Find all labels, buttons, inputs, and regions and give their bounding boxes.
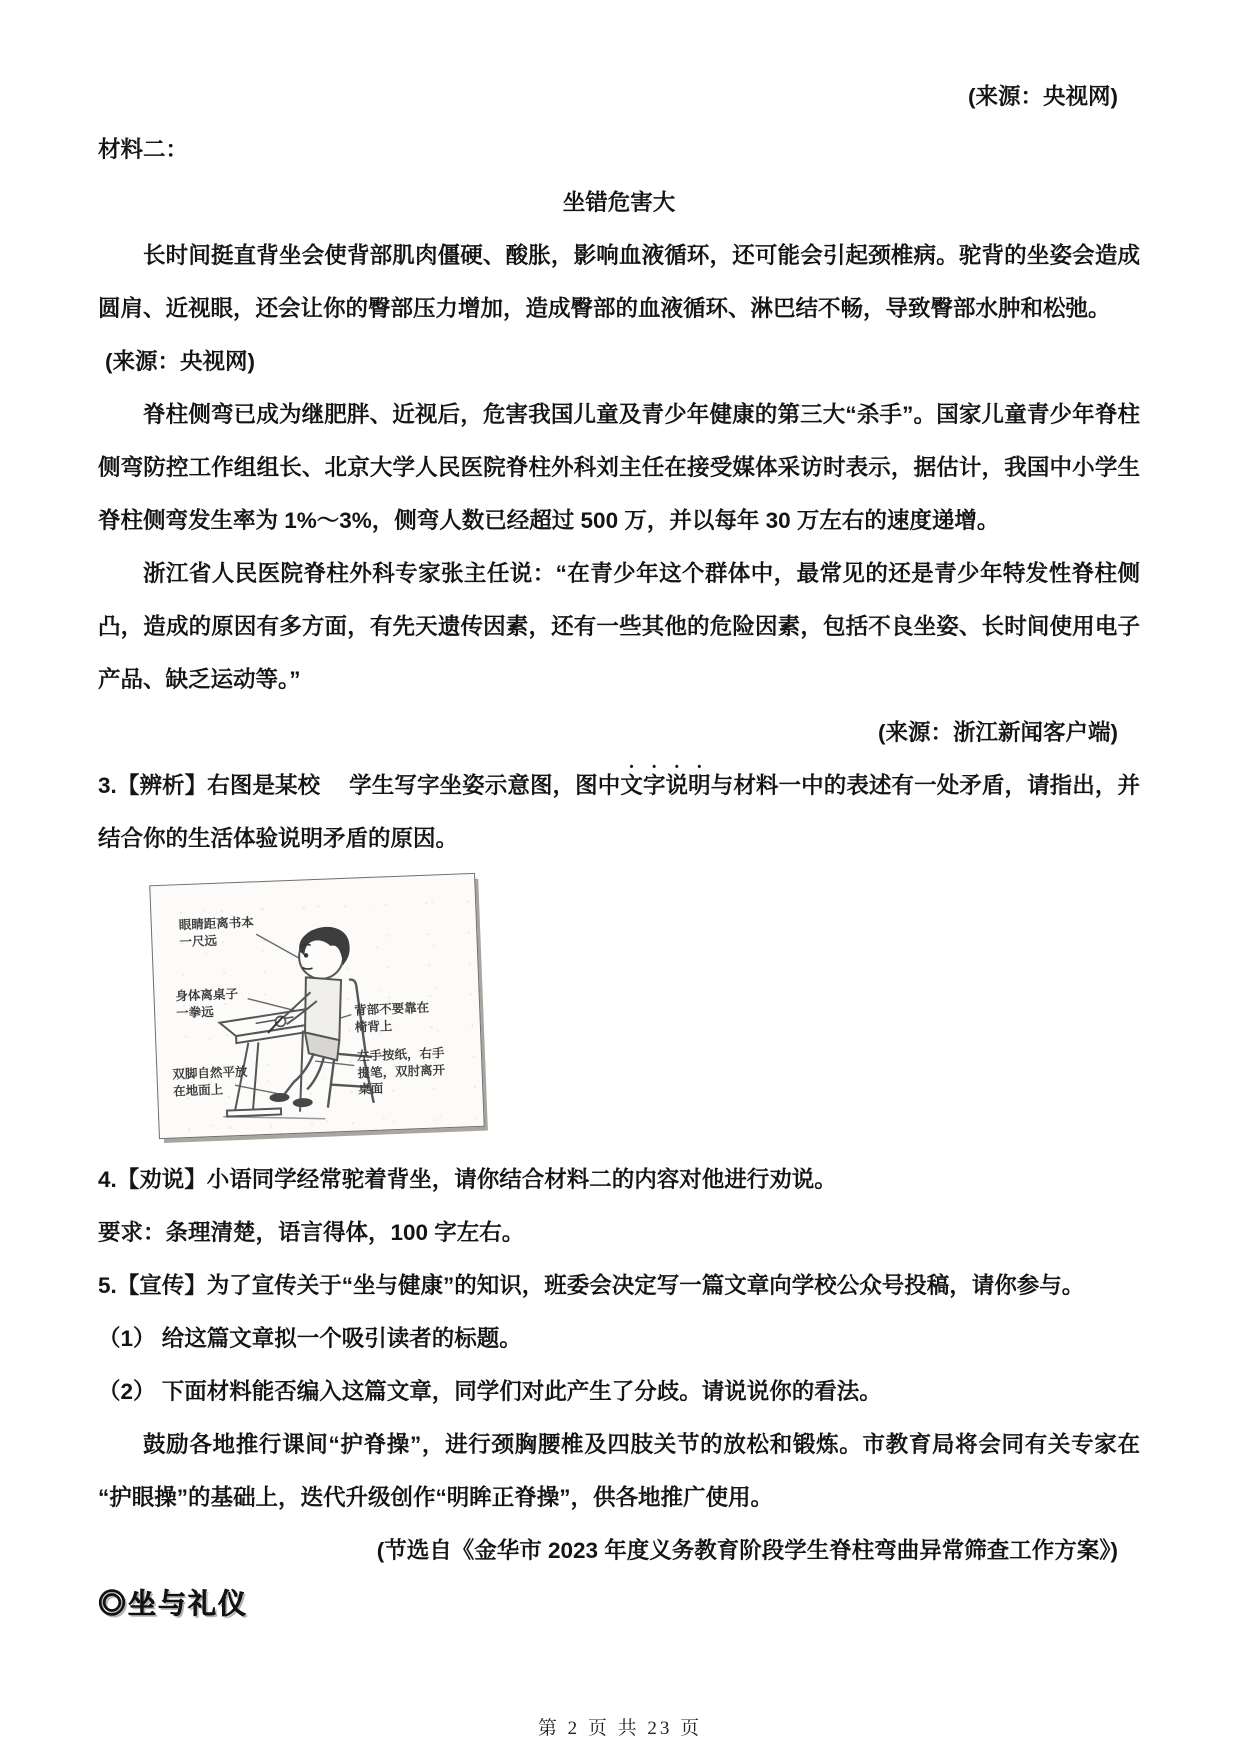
question-5-item-2: （2） 下面材料能否编入这篇文章，同学们对此产生了分歧。请说说你的看法。	[98, 1379, 882, 1404]
source-line-top: (来源：央视网)	[968, 84, 1118, 109]
quote-source-line: (节选自《金华市 2023 年度义务教育阶段学生脊柱弯曲异常筛查工作方案》)	[376, 1538, 1118, 1563]
section-title: 坐错危害大	[562, 190, 676, 215]
question-3	[98, 759, 1140, 865]
material-two-label: 材料二：	[98, 137, 189, 162]
question-4-requirement: 要求：条理清楚，语言得体，100 字左右。	[98, 1220, 525, 1245]
page-footer: 第 2 页 共 23 页	[537, 1718, 703, 1739]
question-3-text-before: 3.【辨析】右图是某校 学生写字坐姿示意图，图中	[98, 773, 621, 798]
question-4: 4.【劝说】小语同学经常驼着背坐，请你结合材料二的内容对他进行劝说。	[98, 1167, 837, 1192]
question-3-text-after: 与材料一中的表述有一处矛盾，请指出，并结合你的生活体验说明矛盾的原因。	[98, 773, 1140, 851]
figure-label-hands-elbows: 左手按纸，右手 提笔，双肘离开 桌面	[356, 1046, 446, 1097]
figure-label-body-distance: 身体离桌子 一拳远	[175, 987, 239, 1020]
posture-diagram-figure	[149, 873, 485, 1139]
source-line-cctv: (来源：央视网)	[105, 349, 255, 374]
figure-label-eyes-distance: 眼睛距离书本 一尺远	[178, 915, 255, 949]
question-5: 5.【宣传】为了宣传关于“坐与健康”的知识，班委会决定写一篇文章向学校公众号投稿，请你参与。	[98, 1273, 1085, 1298]
question-5-item-1: （1） 给这篇文章拟一个吸引读者的标题。	[98, 1326, 522, 1351]
paragraph-scoliosis-stats: 脊柱侧弯已成为继肥胖、近视后，危害我国儿童及青少年健康的第三大“杀手”。国家儿童青少年脊柱侧弯防控工作组组长、北京大学人民医院脊柱外科刘主任在接受媒体采访时表示，据估计，我国中小学生脊柱侧弯发生率为 1%～3%，侧弯人数已经超过 500 万，并以每年 30 万左右的速度递增。	[98, 402, 1140, 533]
section-heading-sitting-etiquette: ◎坐与礼仪	[98, 1588, 249, 1619]
paragraph-harm: 长时间挺直背坐会使背部肌肉僵硬、酸胀，影响血液循环，还可能会引起颈椎病。驼背的坐姿会造成圆肩、近视眼，还会让你的臀部压力增加，造成臀部的血液循环、淋巴结不畅，导致臀部水肿和松弛。	[98, 243, 1140, 321]
figure-label-back-posture: 背部不要靠在 椅背上	[353, 1000, 430, 1035]
figure-label-feet-flat: 双脚自然平放 在地面上	[172, 1064, 248, 1099]
paragraph-expert-quote: 浙江省人民医院脊柱外科专家张主任说：“在青少年这个群体中，最常见的还是青少年特发性脊柱侧凸，造成的原因有多方面，有先天遗传因素，还有一些其他的危险因素，包括不良坐姿、长时间使用电子产品、缺乏运动等。”	[98, 561, 1140, 692]
source-line-zhejiang: (来源：浙江新闻客户端)	[878, 720, 1118, 745]
quote-paragraph: 鼓励各地推行课间“护脊操”，进行颈胸腰椎及四肢关节的放松和锻炼。市教育局将会同有关专家在“护眼操”的基础上，迭代升级创作“明眸正脊操”，供各地推广使用。	[98, 1432, 1140, 1510]
question-3-emphasized-text: 文字说明	[620, 773, 711, 798]
